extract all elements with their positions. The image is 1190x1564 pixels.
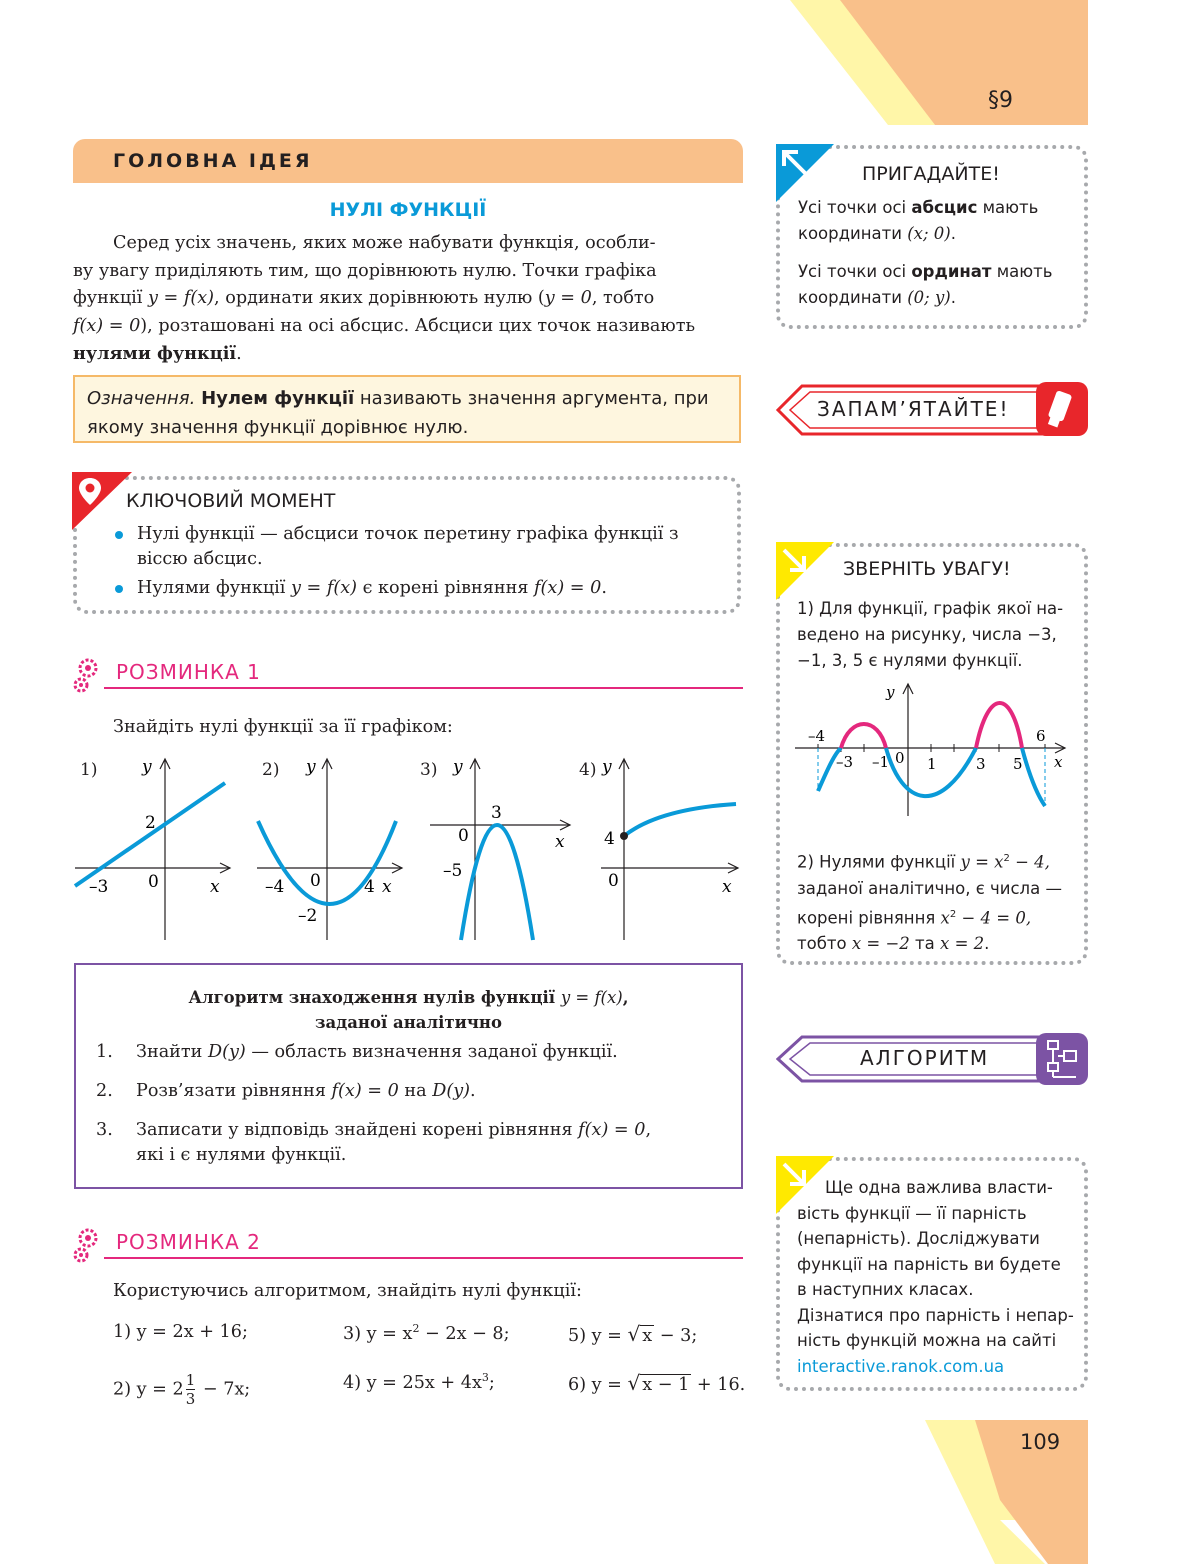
formula: y = f(x) <box>148 288 215 308</box>
formula: y = 0 <box>544 288 592 308</box>
formula: f(x) = 0 <box>578 1120 646 1140</box>
algorithm-steps <box>96 1040 726 1182</box>
exercise-text: 4) y = 25x + 4x <box>343 1372 482 1393</box>
para-text: , тобто <box>591 288 655 308</box>
key-moment-list <box>113 522 733 605</box>
algorithm-ribbon-title: АЛГОРИТМ <box>860 1046 990 1070</box>
remember-corner <box>776 144 834 202</box>
text-line: функції на парність ви будете <box>797 1254 1061 1274</box>
text-line: вість функції — її парність <box>797 1203 1027 1223</box>
text-line <box>797 846 1082 876</box>
graph-number: 3) <box>420 760 438 780</box>
text: корені рівняння <box>797 908 941 927</box>
bullet <box>115 531 123 539</box>
origin-label: 0 <box>310 871 321 891</box>
algorithm-title <box>74 985 743 1035</box>
exercise-6 <box>568 1371 745 1395</box>
formula: x = 2 <box>940 934 985 953</box>
para-line <box>73 313 745 341</box>
formula: f(x) = 0 <box>331 1081 399 1101</box>
step-text: Записати у відповідь знайдені корені рівняння <box>136 1120 573 1140</box>
exercise-text: − 3; <box>654 1326 698 1346</box>
text: . <box>950 288 956 307</box>
exercise-text: ; <box>488 1372 495 1393</box>
para-line: Серед усіх значень, яких може набувати функція, особли- <box>113 233 656 253</box>
definition-box <box>73 375 741 443</box>
step-text: які і є нулями функції. <box>136 1145 347 1165</box>
tick-label: –4 <box>265 877 285 897</box>
axis-label-y: y <box>142 757 152 777</box>
note-text <box>797 1175 1082 1379</box>
step-number: 2. <box>96 1081 113 1101</box>
definition-prefix: Означення. <box>87 388 196 409</box>
numerator: 1 <box>185 1371 196 1389</box>
gears-icon <box>72 1226 104 1266</box>
remember-line <box>798 221 1078 247</box>
para-text: ), розташовані на осі абсцис. Абсциси цих точок називають <box>140 315 696 336</box>
warmup2-title: РОЗМИНКА 2 <box>116 1230 261 1254</box>
text-line: Дізнатися про парність і непар- <box>797 1305 1074 1325</box>
tick-label: 5 <box>1013 755 1023 773</box>
denominator: 3 <box>185 1390 196 1408</box>
formula: f(x) = 0 <box>73 315 141 336</box>
text: Усі точки осі <box>798 198 912 217</box>
step-text: . <box>470 1081 476 1101</box>
origin-label: 0 <box>608 871 619 891</box>
text: координати <box>798 288 908 307</box>
bold-text: абсцис <box>911 198 978 217</box>
memorize-title: ЗАПАМ’ЯТАЙТЕ! <box>817 397 1010 421</box>
exercise-5 <box>568 1322 697 1346</box>
text: 2) Нулями функції <box>797 852 961 872</box>
list-item-text: є корені рівняння <box>362 578 529 598</box>
step-number: 1. <box>96 1042 113 1062</box>
formula: − 4, <box>1009 852 1050 872</box>
text: . <box>984 934 990 953</box>
main-idea-title: ГОЛОВНА ІДЕЯ <box>113 150 313 172</box>
key-moment-title: КЛЮЧОВИЙ МОМЕНТ <box>126 490 336 512</box>
axis-label-y: y <box>453 757 463 777</box>
exercise-text: + 16. <box>691 1375 746 1395</box>
axis-label-y: y <box>602 757 612 777</box>
graph-number: 4) <box>579 760 597 780</box>
tick-label: 3 <box>976 755 986 773</box>
remember-line <box>798 259 1078 285</box>
origin-label: 0 <box>148 872 159 892</box>
start-point <box>620 832 628 840</box>
list-item <box>113 522 733 572</box>
text-line: ність функцій можна на сайті <box>797 1331 1057 1350</box>
axis-label-y: y <box>886 683 895 701</box>
graph-number: 1) <box>80 760 98 780</box>
exercise-text: 3) y = x <box>343 1323 413 1344</box>
algorithm-title-text: Алгоритм знаходження нулів функції <box>188 988 556 1007</box>
graph-1 <box>70 755 245 945</box>
step-text: на <box>398 1081 433 1101</box>
text: тобто <box>797 934 852 953</box>
exercise-text: 5) y = <box>568 1326 628 1346</box>
axis-label-x: x <box>210 877 220 897</box>
para-line <box>73 340 745 369</box>
warmup2-underline <box>104 1257 743 1259</box>
algorithm-title-text: , <box>622 988 629 1007</box>
text: мають <box>977 198 1039 217</box>
tick-label: –1 <box>872 753 890 771</box>
tick-label: 4 <box>604 829 615 849</box>
gears-icon <box>72 656 104 696</box>
step-text: — область визначення заданої функції. <box>245 1042 618 1062</box>
intro-paragraph <box>73 230 745 369</box>
remember-title: ПРИГАДАЙТЕ! <box>862 163 1000 185</box>
exercise-3 <box>343 1322 510 1344</box>
function-line <box>75 783 225 886</box>
exercise-1: 1) y = 2x + 16; <box>113 1322 248 1342</box>
superscript: 2 <box>412 1322 420 1335</box>
axis-label-x: x <box>382 877 392 897</box>
formula: y = f(x) <box>290 578 358 598</box>
tick-label: –4 <box>808 727 826 745</box>
warmup1-task: Знайдіть нулі функції за її графіком: <box>113 717 453 737</box>
exercise-4 <box>343 1371 495 1393</box>
text-line: (непарність). Досліджувати <box>797 1229 1040 1248</box>
page-number: 109 <box>1020 1430 1061 1454</box>
website-link[interactable]: interactive.ranok.com.ua <box>797 1356 1005 1376</box>
formula: (x; 0) <box>907 224 951 243</box>
axis-label-x: x <box>1054 753 1063 771</box>
tick-label: 1 <box>927 755 937 773</box>
remember-line <box>798 285 1078 311</box>
formula: x = −2 <box>851 934 910 953</box>
warmup2-task: Користуючись алгоритмом, знайдіть нулі функції: <box>113 1281 582 1301</box>
remember-text <box>798 195 1078 311</box>
bullet <box>115 585 123 593</box>
attention-graph <box>790 678 1080 818</box>
superscript: 2 <box>949 908 957 920</box>
exercise-text: 2) y = 2 <box>113 1379 184 1400</box>
superscript: 2 <box>1003 853 1010 864</box>
tick-label: –3 <box>89 877 109 897</box>
curve-blue <box>1022 748 1045 806</box>
text: та <box>909 934 941 953</box>
text-line <box>797 902 1082 932</box>
tick-label: 2 <box>145 813 156 833</box>
algorithm-step <box>96 1118 726 1168</box>
formula: D(y) <box>207 1042 246 1062</box>
tick-label: 4 <box>364 877 375 897</box>
list-item-text: Нулями функції <box>137 578 286 598</box>
origin-label: 0 <box>895 749 905 767</box>
formula: − 4 = 0, <box>956 908 1032 927</box>
exercise-text: − 7x; <box>197 1379 251 1400</box>
formula: y = f(x) <box>560 988 623 1007</box>
axis-label-y: y <box>306 757 316 777</box>
sqrt-sign: √ <box>627 1371 641 1395</box>
list-item-text: . <box>601 578 607 598</box>
attention-title: ЗВЕРНІТЬ УВАГУ! <box>843 558 1011 580</box>
definition-text: називають значення аргумента, при якому значення функції дорівнює нулю. <box>87 388 709 438</box>
text: Усі точки осі <box>798 262 912 281</box>
formula: f(x) = 0 <box>534 578 602 598</box>
text-line: Ще одна важлива власти- <box>825 1178 1053 1197</box>
tick-label: –2 <box>298 906 318 926</box>
formula: D(y) <box>432 1081 471 1101</box>
text: . <box>950 224 956 243</box>
graph-4 <box>598 755 743 945</box>
sqrt-sign: √ <box>627 1322 641 1346</box>
zeros-heading: НУЛІ ФУНКЦІЇ <box>329 199 487 221</box>
para-text: функції <box>73 288 143 308</box>
function-curve <box>624 804 736 836</box>
tick-label: 3 <box>491 803 502 823</box>
section-number: §9 <box>988 88 1013 113</box>
list-item <box>113 576 733 601</box>
origin-label: 0 <box>458 826 469 846</box>
text-line: ведено на рисунку, числа −3, <box>797 625 1057 644</box>
text: координати <box>798 224 908 243</box>
text-line <box>797 931 1082 957</box>
radicand: x − 1 <box>642 1375 690 1395</box>
step-text: Розв’язати рівняння <box>136 1081 326 1101</box>
graph-number: 2) <box>262 760 280 780</box>
definition-term: Нулем функції <box>201 388 355 409</box>
text-line: −1, 3, 5 є нулями функції. <box>797 651 1023 670</box>
formula: y = x <box>960 852 1004 872</box>
warmup1-underline <box>104 687 743 689</box>
text: мають <box>991 262 1053 281</box>
exercise-2 <box>113 1371 250 1408</box>
text-line: заданої аналітично, є числа — <box>797 878 1062 898</box>
exercise-text: 6) y = <box>568 1375 628 1395</box>
superscript: 3 <box>481 1371 489 1384</box>
formula: (0; y) <box>907 288 951 307</box>
para-line: ву увагу приділяють тим, що дорівнюють нулю. Точки графіка <box>73 260 657 281</box>
radicand: x <box>642 1326 653 1346</box>
exercise-text: − 2x − 8; <box>419 1323 510 1344</box>
graph-3 <box>425 755 575 945</box>
text-line: в наступних класах. <box>797 1280 974 1299</box>
axis-label-x: x <box>722 877 732 897</box>
curve-pink <box>976 703 1022 748</box>
warmup1-title: РОЗМИНКА 1 <box>116 660 261 684</box>
algorithm-step <box>96 1079 726 1104</box>
remember-line <box>798 195 1078 221</box>
graph-2 <box>252 755 407 945</box>
axis-label-x: x <box>555 832 565 852</box>
step-number: 3. <box>96 1120 113 1140</box>
algorithm-title-text: заданої аналітично <box>315 1013 502 1032</box>
tick-label: –5 <box>443 861 463 881</box>
text-line: 1) Для функції, графік якої на- <box>797 599 1064 618</box>
para-line <box>73 285 745 313</box>
algorithm-step <box>96 1040 726 1065</box>
formula: x <box>940 908 950 927</box>
tick-label: 6 <box>1036 727 1046 745</box>
attention-part2 <box>797 846 1082 957</box>
tick-label: –3 <box>836 753 854 771</box>
para-bold: нулями функції <box>73 343 237 364</box>
bold-text: ординат <box>911 262 992 281</box>
fraction <box>186 1371 196 1408</box>
para-text: , ординати яких дорівнюють нулю ( <box>214 288 545 308</box>
attention-corner <box>776 542 834 600</box>
function-parabola <box>461 825 533 940</box>
list-item-text: Нулі функції — абсциси точок перетину графіка функції з віссю абсцис. <box>137 524 679 569</box>
step-text: , <box>645 1120 652 1140</box>
attention-part1 <box>797 596 1082 674</box>
step-text: Знайти <box>136 1042 203 1062</box>
para-text: . <box>236 344 242 364</box>
